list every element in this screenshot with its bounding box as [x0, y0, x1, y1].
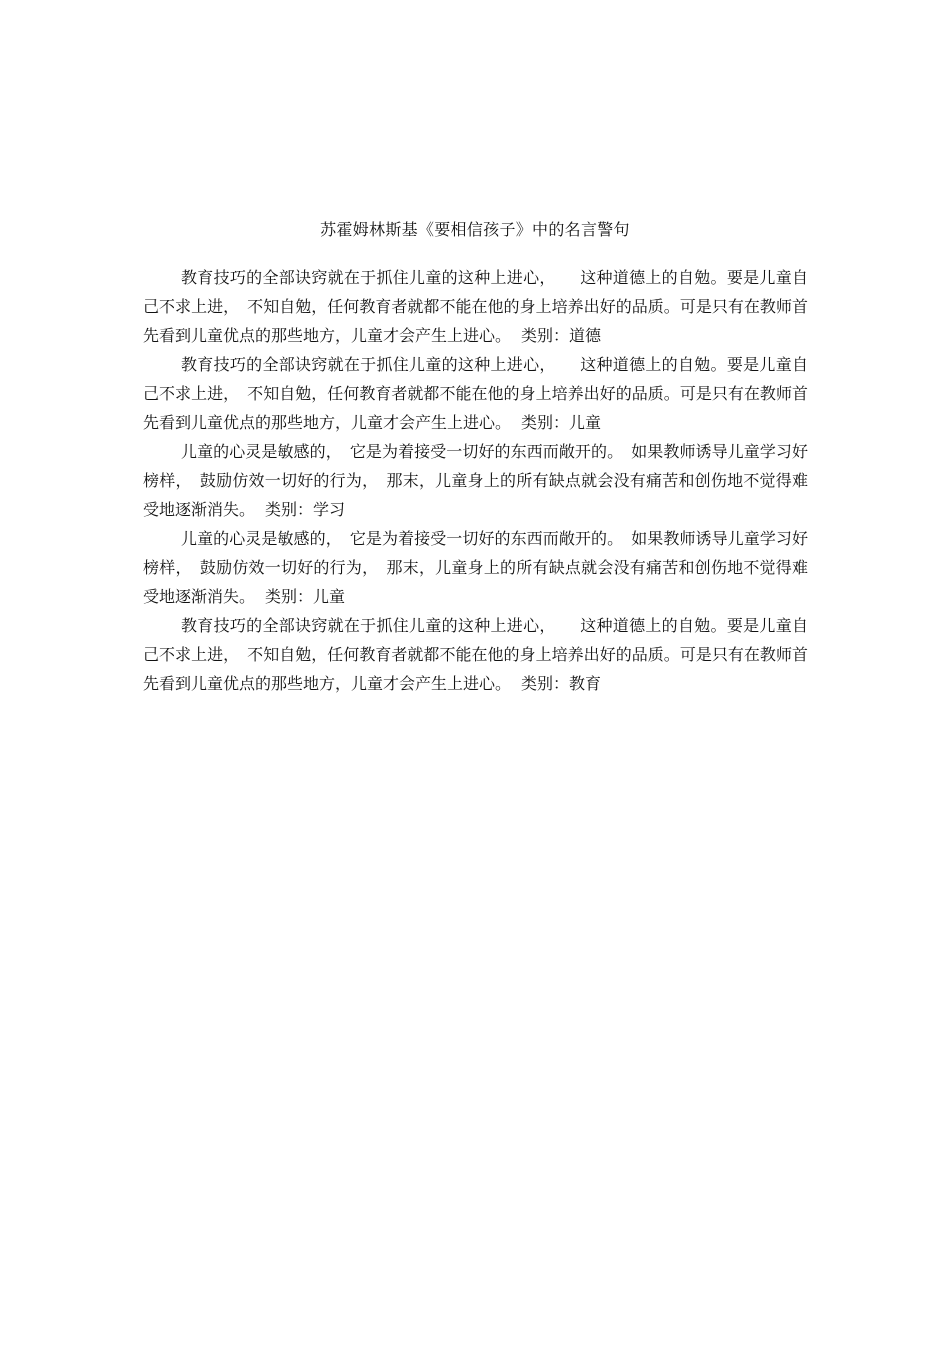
quote-entry	[143, 611, 808, 698]
quote-entry	[143, 437, 808, 524]
quote-text: 儿童的心灵是敏感的， 它是为着接受一切好的东西而敞开的。 如果教师诱导儿童学习好榜样， 鼓励仿效一切好的行为， 那末，儿童身上的所有缺点就会没有痛苦和创伤地不觉得难受地逐渐消失。	[143, 442, 808, 519]
quote-entry	[143, 350, 808, 437]
quote-category: 类别：教育	[521, 674, 602, 693]
quote-text: 教育技巧的全部诀窍就在于抓住儿童的这种上进心， 这种道德上的自勉。要是儿童自己不求上进， 不知自勉，任何教育者就都不能在他的身上培养出好的品质。可是只有在教师首先看到儿童优点的那些地方，儿童才会产生上进心。	[143, 355, 808, 432]
quote-text: 儿童的心灵是敏感的， 它是为着接受一切好的东西而敞开的。 如果教师诱导儿童学习好榜样， 鼓励仿效一切好的行为， 那末，儿童身上的所有缺点就会没有痛苦和创伤地不觉得难受地逐渐消失。	[143, 529, 808, 606]
quote-list	[143, 263, 808, 698]
quote-category: 类别：道德	[521, 326, 602, 345]
quote-entry	[143, 524, 808, 611]
quote-category: 类别：儿童	[521, 413, 602, 432]
quote-category: 类别：儿童	[265, 587, 346, 606]
quote-entry	[143, 263, 808, 350]
quote-text: 教育技巧的全部诀窍就在于抓住儿童的这种上进心， 这种道德上的自勉。要是儿童自己不求上进， 不知自勉，任何教育者就都不能在他的身上培养出好的品质。可是只有在教师首先看到儿童优点的那些地方，儿童才会产生上进心。	[143, 268, 808, 345]
quote-category: 类别：学习	[265, 500, 346, 519]
document-title: 苏霍姆林斯基《要相信孩子》中的名言警句	[320, 220, 630, 239]
quote-text: 教育技巧的全部诀窍就在于抓住儿童的这种上进心， 这种道德上的自勉。要是儿童自己不求上进， 不知自勉，任何教育者就都不能在他的身上培养出好的品质。可是只有在教师首先看到儿童优点的那些地方，儿童才会产生上进心。	[143, 616, 808, 693]
